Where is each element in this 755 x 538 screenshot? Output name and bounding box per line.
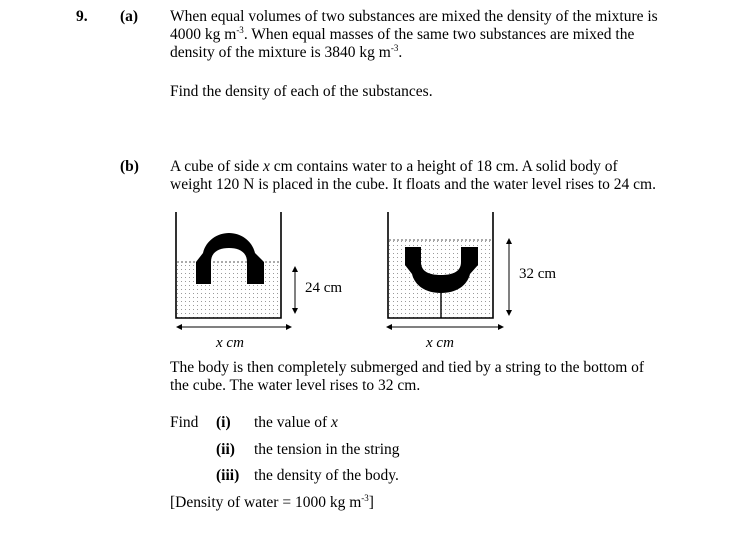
width-label-2: x cm [426,335,454,351]
density-note: [Density of water = 1000 kg $m^{-3}$] [170,493,374,511]
item-number: (ii) [216,441,235,458]
arrow-left-icon [386,324,392,330]
arrow-down-icon [292,308,298,314]
arrow-up-icon [292,266,298,272]
arrow-right-icon [498,324,504,330]
water-region-1 [177,262,280,318]
part-b-after1: The body is then completely submerged and tied by a string to the bottom of [170,359,645,376]
item-text: the tension in the string [254,441,400,458]
part-a-find: Find the density of each of the substances. [170,83,433,100]
arrow-left-icon [176,324,182,330]
height-label-1: 24 cm [305,280,343,296]
part-a-line3: density of the mixture is 3840 kg $m^{-3}$. [170,43,403,61]
item-number: (iii) [216,467,240,484]
item-text: the density of the body. [254,467,399,484]
height-label-2: 32 cm [519,266,557,282]
arrow-right-icon [286,324,292,330]
part-b-line2: weight 120 N is placed in the cube. It floats and the water level rises to 24 cm. [170,176,656,193]
arrow-up-icon [506,238,512,244]
arrow-down-icon [506,310,512,316]
part-a-line2: 4000 kg $m^{-3}$. When equal masses of the same two substances are mixed the [170,25,635,43]
part-a-line1: When equal volumes of two substances are mixed the density of the mixture is [170,8,658,25]
item-text: the value of x [254,414,338,431]
part-a-label: (a) [120,8,139,25]
width-label-1: x cm [216,335,244,351]
part-b-line1: A cube of side x cm contains water to a height of 18 cm. A solid body of [170,158,618,175]
find-label: Find [170,414,199,431]
diagram-submerged [386,212,556,351]
part-b-label: (b) [120,158,139,175]
item-number: (i) [216,414,231,431]
question-number: 9. [76,8,88,25]
part-b-after2: the cube. The water level rises to 32 cm. [170,377,421,394]
diagram-floating [176,212,342,351]
